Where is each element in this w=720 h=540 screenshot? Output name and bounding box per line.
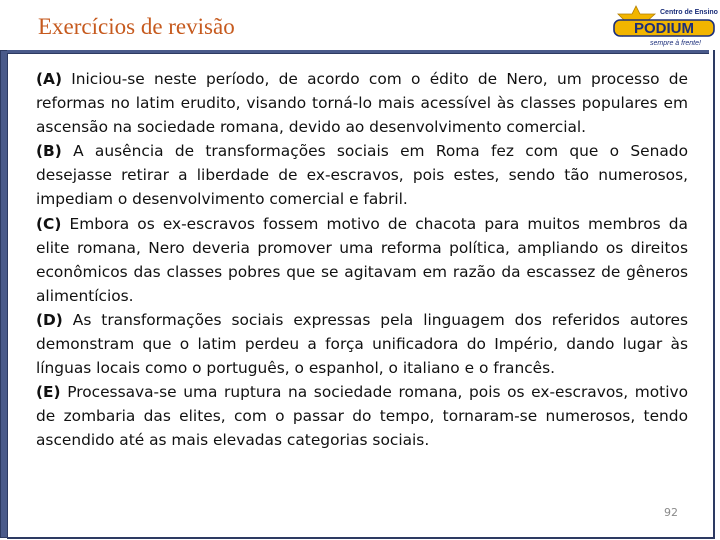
option-letter: (D) (36, 310, 63, 329)
frame-left-bar (0, 50, 8, 538)
option-letter: (A) (36, 70, 62, 88)
option-text: Processava-se uma ruptura na sociedade romana, pois os ex-escravos, motivo de zombaria das elites, com o passar do tempo, tornaram-se numerosos, tendo ascendido até as mais elevadas categorias sociais. (36, 383, 688, 450)
option-c (36, 212, 688, 308)
frame-right-line (713, 50, 715, 538)
answer-options (36, 67, 688, 453)
page-number: 92 (664, 506, 678, 519)
page-title: Exercícios de revisão (38, 14, 235, 39)
option-letter: (C) (36, 214, 62, 233)
option-letter: (B) (36, 142, 62, 161)
logo-brand: PODIUM (634, 20, 694, 37)
option-letter: (E) (36, 383, 61, 402)
logo-tagline: sempre à frente! (650, 40, 701, 47)
option-b (36, 139, 688, 211)
logo-top-text: Centro de Ensino (660, 9, 718, 16)
option-text: As transformações sociais expressas pela linguagem dos referidos autores demonstram que o latim perdeu a força unificadora do Império, dando lugar às línguas locais como o português, o espanhol, o italiano e o francês. (36, 310, 688, 378)
podium-logo (612, 2, 718, 48)
option-d (36, 308, 688, 380)
option-text: Iniciou-se neste período, de acordo com o édito de Nero, um processo de reformas no latim erudito, visando torná-lo mais acessível às classes populares em ascensão na sociedade romana, devido ao desenvolvimento comercial. (36, 70, 688, 137)
option-text: Embora os ex-escravos fossem motivo de chacota para muitos membros da elite romana, Nero deveria promover uma reforma política, ampliando os direitos econômicos das classes pobres que se agitavam em razão da escassez de gêneros alimentícios. (36, 214, 688, 305)
frame-top-line (7, 50, 709, 54)
option-text: A ausência de transformações sociais em Roma fez com que o Senado desejasse retirar a liberdade de ex-escravos, pois estes, sendo tão numerosos, impediam o desenvolvimento comercial e fabril. (36, 142, 688, 209)
frame-bottom-line (7, 537, 715, 539)
option-a (36, 67, 688, 139)
option-e (36, 380, 688, 452)
